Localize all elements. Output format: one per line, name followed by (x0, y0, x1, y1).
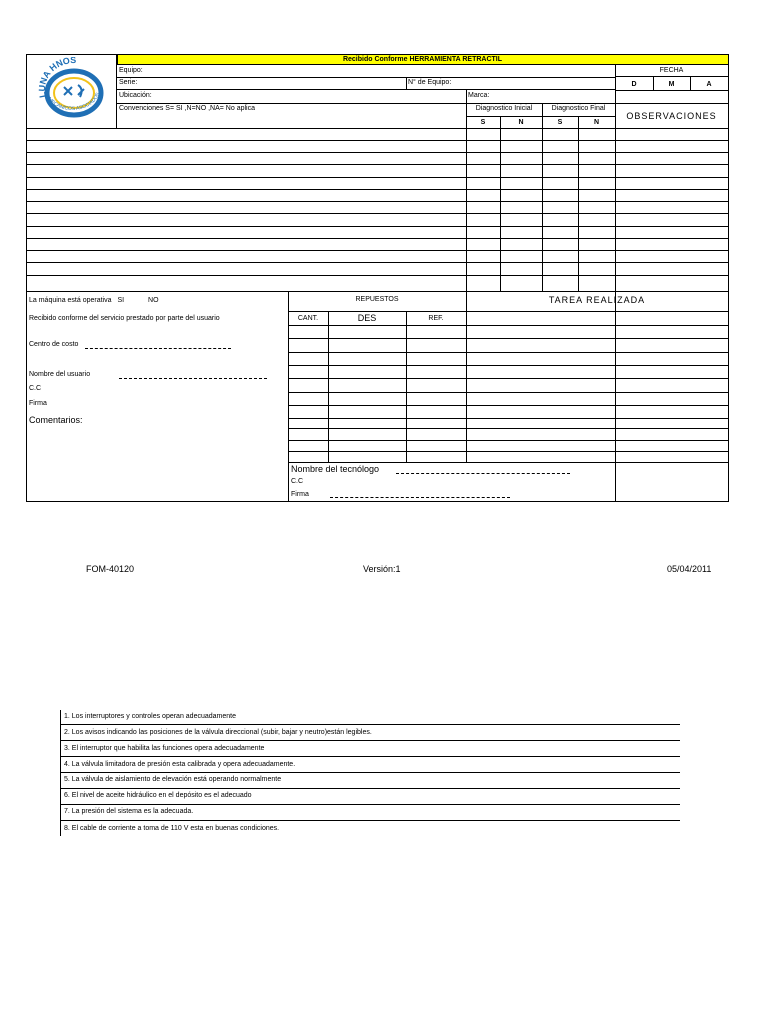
diag-final-s: S (557, 119, 563, 126)
grid-row (27, 250, 728, 251)
diag-inicial-label: Diagnostico Inicial (475, 105, 533, 112)
checklist-item: 8. El cable de corriente a toma de 110 V esta en buenas condiciones. (64, 825, 280, 832)
grid-row (288, 462, 728, 463)
form-version: Versión:1 (363, 564, 401, 574)
repuestos-label: REPUESTOS (355, 296, 399, 303)
grid-row (27, 164, 728, 165)
fecha-mes-label: M (668, 81, 675, 88)
checklist-item: 4. La válvula limitadora de presión esta calibrada y opera adecuadamente. (64, 761, 296, 768)
grid-row (27, 262, 728, 263)
tarea-realizada-label: TAREA REALIZADA (548, 295, 646, 305)
cant-header: CANT. (297, 315, 319, 322)
checklist-item: 2. Los avisos indicando las posiciones de la válvula direccional (subir, bajar y neutro)están legibles. (64, 729, 372, 736)
grid-row (27, 189, 728, 190)
form-title: Recibido Conforme HERRAMIENTA RETRACTIL (342, 56, 503, 63)
maquina-operativa-label (29, 296, 159, 306)
grid-row (27, 177, 728, 178)
usuario-cc-label: C.C (29, 385, 42, 392)
tecnologo-cc-label: C.C (291, 478, 304, 485)
nombre-usuario-line (119, 378, 267, 379)
fecha-dia-label: D (631, 81, 637, 88)
nombre-tecnologo-label: Nombre del tecnólogo (291, 464, 380, 474)
diag-final-n: N (593, 119, 600, 126)
marca-label: Marca: (468, 92, 490, 99)
checklist-item: 6. El nivel de aceite hidráulico en el depósito es el adecuado (64, 792, 252, 799)
grid-row (288, 378, 728, 379)
grid-row (27, 201, 728, 202)
grid-row (27, 152, 728, 153)
num-equipo-label: N° de Equipo: (408, 79, 452, 86)
grid-row (27, 226, 728, 227)
checklist-item: 1. Los interruptores y controles operan adecuadamente (64, 713, 236, 720)
tecnologo-firma-line (330, 497, 510, 498)
nombre-tecnologo-line (396, 473, 570, 474)
company-logo (34, 57, 114, 123)
checklist-legend (60, 710, 680, 838)
maquina-operativa-text: La máquina está operativa (29, 297, 112, 304)
no-option: NO (148, 297, 159, 304)
grid-row (288, 405, 728, 406)
checklist-item: 3. El interruptor que habilita las funciones opera adecuadamente (64, 745, 265, 752)
nombre-usuario-label: Nombre del usuario (29, 371, 91, 378)
grid-row (27, 213, 728, 214)
tecnologo-firma-label: Firma (291, 491, 309, 498)
convenciones-label: Convenciones S= SI ,N=NO ,NA= No aplica (119, 105, 255, 112)
diag-final-label: Diagnostico Final (551, 105, 606, 112)
recibido-conforme-label: Recibido conforme del servicio prestado por parte del usuario (29, 315, 220, 322)
centro-costo-label: Centro de costo (29, 341, 79, 348)
ubicacion-label: Ubicación: (119, 92, 152, 99)
checklist-item: 5. La válvula de aislamiento de elevación está operando normalmente (64, 776, 282, 783)
fecha-label: FECHA (659, 67, 684, 74)
form-date: 05/04/2011 (667, 564, 712, 574)
des-header: DES (357, 313, 377, 323)
logo-text-bottom: MECANICOS ASOCIADOS (46, 91, 102, 113)
logo-text-top: LUNA HNOS (36, 57, 77, 99)
centro-costo-line (85, 348, 231, 349)
fecha-ano-label: A (706, 81, 712, 88)
grid-row (27, 291, 728, 292)
diag-inicial-n: N (518, 119, 524, 126)
grid-row (288, 418, 728, 419)
grid-row (27, 140, 728, 141)
form-header-box (26, 54, 729, 502)
grid-row (288, 352, 728, 353)
grid-row (288, 428, 728, 429)
grid-row (27, 275, 728, 276)
comentarios-label: Comentarios: (29, 415, 83, 425)
usuario-firma-label: Firma (29, 400, 47, 407)
grid-row (288, 325, 728, 326)
observaciones-label: OBSERVACIONES (626, 111, 717, 121)
si-option: SI (117, 297, 125, 304)
equipo-label: Equipo: (119, 67, 143, 74)
ref-header: REF. (428, 315, 444, 322)
form-code: FOM-40120 (86, 564, 135, 574)
checklist-item: 7. La presión del sistema es la adecuada. (64, 808, 194, 815)
grid-row (288, 365, 728, 366)
diag-inicial-s: S (480, 119, 486, 126)
grid-row (288, 451, 728, 452)
grid-row (288, 392, 728, 393)
grid-row (288, 440, 728, 441)
grid-row (288, 338, 728, 339)
grid-row (27, 238, 728, 239)
serie-label: Serie: (119, 79, 138, 86)
